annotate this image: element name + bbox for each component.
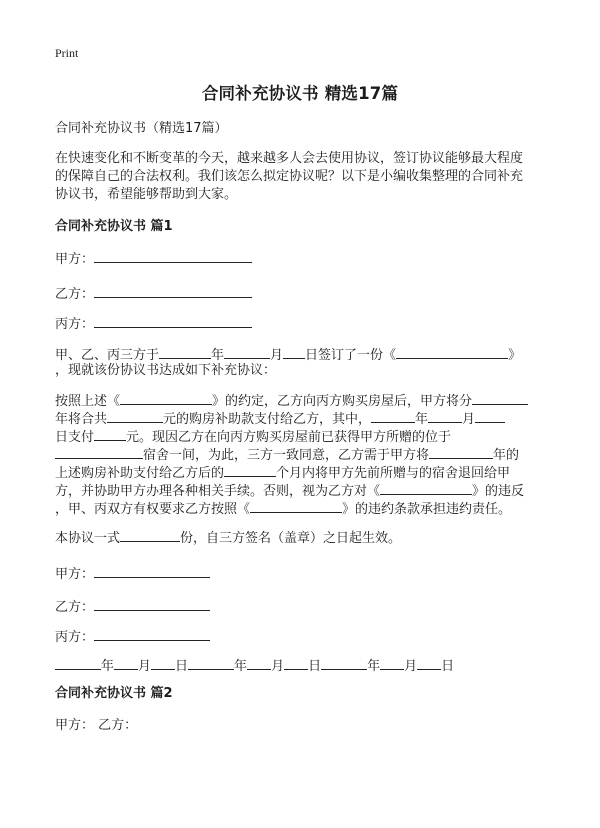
party-c-field [55,313,252,335]
party-b-field [55,283,252,305]
blank-line [94,626,210,641]
intro-line: 协议书，希望能够帮助到大家。 [55,187,238,202]
party-b-label: 乙方： [55,287,95,302]
blank-line [428,408,462,423]
blank-line [114,655,138,670]
text: 甲、乙、丙三方于 [55,348,160,363]
blank-line [159,344,211,359]
text: 》的违反 [472,484,525,499]
intro-line: 的保障自己的合法权利。我们该怎么拟定协议呢？以下是小编收集整理的合同补充 [55,169,524,184]
blank-line [371,408,415,423]
text: 年 [234,659,248,674]
blank-line [120,390,212,405]
blank-line [120,527,180,542]
text: 日 [441,659,455,674]
party-c-label: 丙方： [55,317,95,332]
text: 》的约定，乙方向丙方购买房屋后，甲方将分 [212,394,473,409]
text: ，甲、丙双方有权要求乙方按照《 [55,502,251,517]
blank-line [151,655,175,670]
text: 元的购房补助款支付给乙方，其中， [163,412,372,427]
party-b-label: 乙方： [55,600,95,615]
text: 个月内将甲方先前所赠与的宿舍退回给甲 [276,466,511,481]
blank-line [94,563,210,578]
blank-line [224,344,270,359]
text: 上述购房补助支付给乙方后的 [55,466,225,481]
document-subtitle: 合同补充协议书（精选17篇） [55,121,228,136]
text: 》的违约条款承担违约责任。 [342,502,512,517]
text: 年 [211,348,225,363]
blank-line [380,480,472,495]
text: 》 [508,348,522,363]
blank-line [94,248,252,263]
paragraph-line [55,498,511,520]
blank-line [107,408,163,423]
party-a-label: 甲方： [55,252,95,267]
blank-line [284,655,308,670]
blank-line [417,655,441,670]
blank-line [429,444,493,459]
blank-line [247,655,271,670]
signature-party-b [55,596,210,618]
text: 年 [367,659,381,674]
blank-line [321,655,367,670]
signature-party-a [55,563,210,585]
text: 年的 [493,448,520,463]
text: 按照上述《 [55,394,121,409]
text: 月 [404,659,418,674]
blank-line [55,655,101,670]
agreement-paragraph-3 [55,527,401,549]
text: 宿舍一间，为此，三方一致同意，乙方需于甲方将 [143,448,430,463]
text: 份，自三方签名（盖章）之日起生效。 [180,531,402,546]
party-a-field [55,248,252,270]
text: 本协议一式 [55,531,121,546]
text: 月 [271,659,285,674]
blank-line [396,344,508,359]
text: 年 [101,659,115,674]
text: 月 [462,412,476,427]
party-c-label: 丙方： [55,630,95,645]
blank-line [475,408,505,423]
print-link[interactable]: Print [55,46,79,60]
blank-line [55,444,143,459]
party-a-label: 甲方： [55,567,95,582]
section-heading-1: 合同补充协议书 篇1 [55,219,173,234]
text: 月 [270,348,284,363]
blank-line [250,498,342,513]
text: 方，并协助甲方办理各种相关手续。否则，视为乙方对《 [55,484,381,499]
page-title: 合同补充协议书 精选17篇 [201,84,399,103]
intro-line: 在快速变化和不断变革的今天，越来越多人会去使用协议，签订协议能够最大程度 [55,151,524,166]
blank-line [94,283,252,298]
text: 年将合共 [55,412,108,427]
paragraph-line: ，现就该份协议书达成如下补充协议： [55,363,277,378]
blank-line [283,344,305,359]
signature-dates [55,655,454,677]
blank-line [94,426,126,441]
section-heading-2: 合同补充协议书 篇2 [55,686,173,701]
blank-line [188,655,234,670]
text: 元。现因乙方在向丙方购买房屋前已获得甲方所赠的位于 [126,430,452,445]
text: 日支付 [55,430,95,445]
blank-line [380,655,404,670]
text: 日 [308,659,322,674]
signature-party-c [55,626,210,648]
text: 月 [138,659,152,674]
text: 日签订了一份《 [305,348,397,363]
blank-line [94,313,252,328]
blank-line [472,390,528,405]
text: 日 [175,659,189,674]
section2-parties: 甲方： 乙方： [55,718,138,733]
blank-line [224,462,276,477]
text: 年 [415,412,429,427]
blank-line [94,596,210,611]
